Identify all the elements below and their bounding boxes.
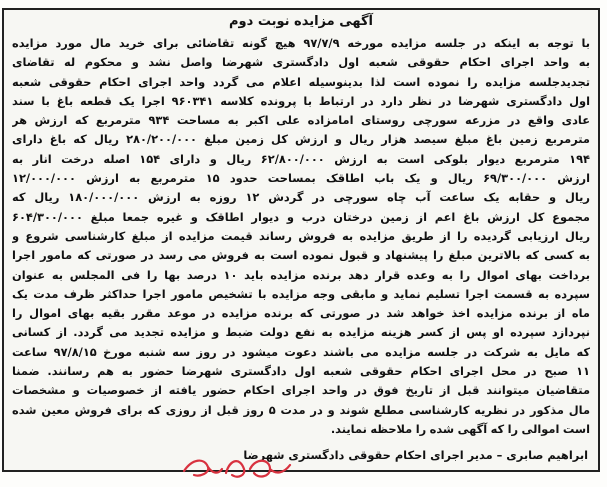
handwritten-strokes	[184, 461, 290, 477]
body-line: نپردازد سپرده او پس از کسر هزینه مزایده به نفع دولت ضبط و مزایده تجدید می گردد. از کسانی	[12, 325, 590, 340]
body-line: تجدیدجلسه مزایده را نموده است لذا بدینوسیله اعلام می گردد واحد اجرای احکام حقوقی شعبه	[12, 74, 590, 89]
body-line: مترمربع زمین باغ مبلغ سیصد هزار ریال و ارزش کل زمین مبلغ ۲۸۰/۲۰۰/۰۰۰ ریال که باغ دارای	[12, 132, 590, 147]
body-line: متقاضیان میتوانند قبل از تاریخ فوق در واحد اجرای احکام حضور یافته از خصوصیات و مشخصات	[12, 383, 590, 398]
body-line: مال مذکور در نظریه کارشناسی مطلع شوند و در مدت ۵ روز قبل از روزی که برای فروش معین شده	[12, 402, 590, 417]
body-line: مجموع کل ارزش باغ اعم از زمین درختان درب و دیوار اطاقک و غیره جمعا مبلغ ۶۰۴/۳۰۰/۰۰۰	[12, 209, 590, 224]
notice-title: آگهی مزایده نوبت دوم	[229, 14, 373, 29]
body-line: به کسی که بالاترین مبلغ را پیشنهاد و قبول نموده است به فروش می رسد در صورتی که مامور اجرا	[12, 248, 590, 263]
notice-body	[12, 34, 590, 439]
body-line: برداخت بهای اموال را به وعده قرار دهد برنده مزایده باید ۱۰ درصد بها را فی المجلس به عنوان	[12, 267, 590, 282]
body-line: ریال ارزیابی گردیده را از طریق مزایده به فروش رساند قیمت مزایده از مبلغ کارشناسی شروع و	[12, 228, 590, 243]
body-line: ارزش ۶۹/۳۰۰/۰۰۰ ریال و یک باب اطاقک بمساحت حدود ۱۵ مترمربع به ارزش ۱۲/۰۰۰/۰۰۰	[12, 171, 590, 186]
body-line: ۱۱ صبح در محل اجرای احکام حقوقی شعبه اول دادگستری شهرضا حضور به هم رسانند. ضمنا	[12, 364, 590, 379]
body-line: به واحد اجرای احکام حقوقی شعبه اول دادگستری شهرضا واصل نشد و محکوم له تقاضای	[12, 55, 590, 70]
notice-clipping	[2, 8, 600, 472]
handwritten-mark-icon	[178, 447, 298, 487]
body-line: است اموالی را که آگهی شده را ملاحظه نمایند.	[330, 421, 590, 436]
body-line: اول دادگستری شهرضا در نظر دارد در ارتباط با پرونده کلاسه ۹۶۰۳۴۱ اجرا یک قطعه باغ با سند	[12, 93, 590, 108]
body-line: سپرده به قسمت اجرا تسلیم نماید و مابقی وجه مزایده با تشخیص مامور اجرا حداکثر ظرف مدت یک	[12, 286, 590, 301]
body-line: ماه از برنده مزایده اخذ خواهد شد در صورتی که برنده مزایده در موعد مقرر بقیه بهای اموال را	[12, 306, 590, 321]
body-line: ریال و حقابه یک ساعت آب چاه سورچی در گردش ۱۲ روزه به ارزش ۱۸۰/۰۰۰/۰۰۰ ریال که	[12, 190, 590, 205]
signature-line: ابراهیم صابری – مدیر اجرای احکام حقوقی دادگستری شهرضا	[243, 448, 588, 462]
body-line: با توجه به اینکه در جلسه مزایده مورخه ۹۷/۷/۹ هیچ گونه تقاضائی برای خرید مال مورد مزایده	[12, 36, 590, 50]
body-line: که مایل به شرکت در جلسه مزایده می باشند دعوت میشود در روز سه شنبه مورخ ۹۷/۸/۱۵ ساعت	[12, 344, 590, 359]
body-line: عادی واقع در مزرعه سورچی روستای امامزاده علی اکبر به مساحت ۹۳۴ مترمربع که ارزش هر	[12, 113, 590, 128]
body-line: ۱۹۴ مترمربع دیوار بلوکی است به ارزش ۶۲/۸۰۰/۰۰۰ ریال و دارای ۱۵۴ اصله درخت انار به	[12, 151, 590, 166]
